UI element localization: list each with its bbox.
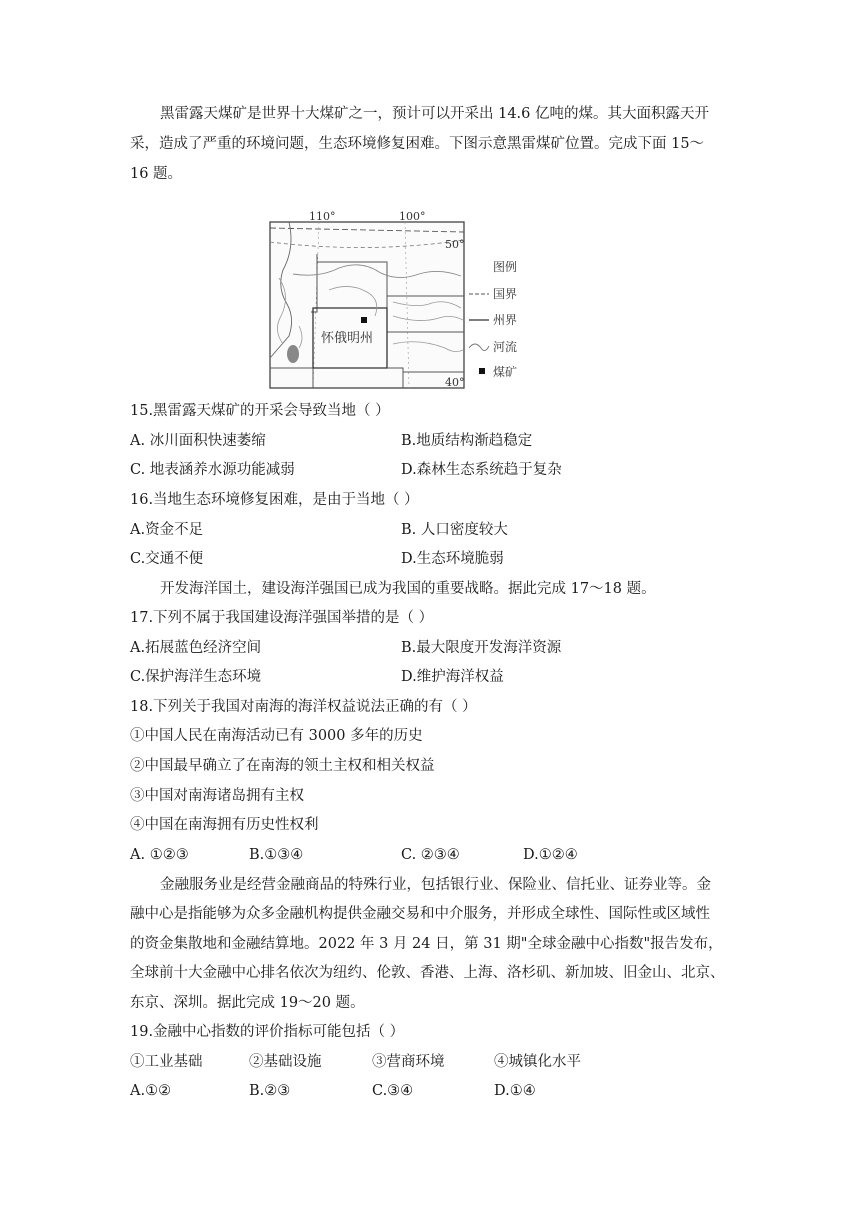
lake-shape [287, 345, 299, 363]
legend-coal-mine-icon [479, 368, 485, 374]
q15-option-d: D.森林生态系统趋于复杂 [401, 462, 562, 478]
legend-item-state-border: 州界 [493, 313, 518, 327]
legend-river-symbol [469, 344, 489, 351]
q17-option-d: D.维护海洋权益 [401, 669, 504, 685]
intro3-line4: 全球前十大金融中心排名依次为纽约、伦敦、香港、上海、洛杉矶、新加坡、旧金山、北京、 [130, 965, 725, 981]
q19-statement-3: ③营商环境 [372, 1054, 445, 1070]
q15-option-c: C. 地表涵养水源功能减弱 [130, 462, 295, 478]
q18-stem: 18.下列关于我国对南海的海洋权益说法正确的有（ ） [130, 699, 477, 715]
q18-statement-2: ②中国最早确立了在南海的领土主权和相关权益 [130, 758, 435, 774]
intro3-line1: 金融服务业是经营金融商品的特殊行业，包括银行业、保险业、信托业、证券业等。金 [160, 877, 711, 893]
lon-label-100: 100° [399, 210, 426, 223]
map-legend [469, 259, 517, 379]
q19-stem: 19.金融中心指数的评价指标可能包括（ ） [130, 1024, 405, 1040]
q18-statement-3: ③中国对南海诸岛拥有主权 [130, 788, 304, 804]
intro3-line5: 东京、深圳。据此完成 19～20 题。 [130, 995, 365, 1011]
q15-stem: 15.黑雷露天煤矿的开采会导致当地（ ） [130, 403, 390, 419]
q18-statement-1: ①中国人民在南海活动已有 3000 多年的历史 [130, 728, 423, 744]
state-label: 怀俄明州 [321, 331, 374, 346]
q17-option-a: A.拓展蓝色经济空间 [130, 640, 262, 656]
q16-option-d: D.生态环境脆弱 [401, 551, 504, 567]
q15-option-b: B.地质结构渐趋稳定 [401, 433, 533, 449]
q19-option-a: A.①② [130, 1083, 172, 1099]
q18-option-a: A. ①②③ [130, 847, 189, 863]
coal-mine-marker-icon [361, 317, 367, 323]
q17-stem: 17.下列不属于我国建设海洋强国举措的是（ ） [130, 610, 434, 626]
map-svg [269, 208, 545, 390]
intro3-line2: 融中心是指能够为众多金融机构提供金融交易和中介服务，并形成全球性、国际性或区域性 [130, 906, 710, 922]
q17-option-b: B.最大限度开发海洋资源 [401, 640, 562, 656]
legend-item-national-border: 国界 [493, 287, 518, 301]
q16-stem: 16.当地生态环境修复困难，是由于当地（ ） [130, 492, 419, 508]
intro1-line2: 采，造成了严重的环境问题，生态环境修复困难。下图示意黑雷煤矿位置。完成下面 15～ [130, 136, 705, 152]
intro2-line: 开发海洋国土，建设海洋强国已成为我国的重要战略。据此完成 17～18 题。 [160, 581, 656, 597]
q18-statement-4: ④中国在南海拥有历史性权利 [130, 817, 319, 833]
q19-statement-1: ①工业基础 [130, 1054, 203, 1070]
intro1-line3: 16 题。 [130, 166, 183, 182]
lat-label-50: 50° [445, 238, 465, 251]
q16-option-a: A.资金不足 [130, 522, 204, 538]
q18-option-b: B.①③④ [249, 847, 304, 863]
q17-option-c: C.保护海洋生态环境 [130, 669, 262, 685]
legend-title: 图例 [493, 260, 518, 274]
q16-option-b: B. 人口密度较大 [401, 522, 508, 538]
intro1-line1: 黑雷露天煤矿是世界十大煤矿之一，预计可以开采出 14.6 亿吨的煤。其大面积露天开 [160, 106, 710, 122]
q19-option-c: C.③④ [372, 1083, 414, 1099]
legend-item-coal-mine: 煤矿 [493, 365, 518, 379]
lat-label-40: 40° [445, 376, 465, 389]
q19-statement-2: ②基础设施 [249, 1054, 322, 1070]
lon-label-110: 110° [309, 210, 336, 223]
q19-statement-4: ④城镇化水平 [494, 1054, 581, 1070]
q19-option-b: B.②③ [249, 1083, 291, 1099]
q19-option-d: D.①④ [494, 1083, 536, 1099]
legend-item-river: 河流 [493, 340, 518, 354]
q16-option-c: C.交通不便 [130, 551, 204, 567]
map-frame [270, 222, 464, 388]
coal-mine-location-map [269, 208, 545, 390]
q18-option-d: D.①②④ [523, 847, 578, 863]
intro3-line3: 的资金集散地和金融结算地。2022 年 3 月 24 日，第 31 期"全球金融中心指数"报告发布， [130, 936, 723, 952]
q18-option-c: C. ②③④ [401, 847, 460, 863]
q15-option-a: A. 冰川面积快速萎缩 [130, 433, 266, 449]
